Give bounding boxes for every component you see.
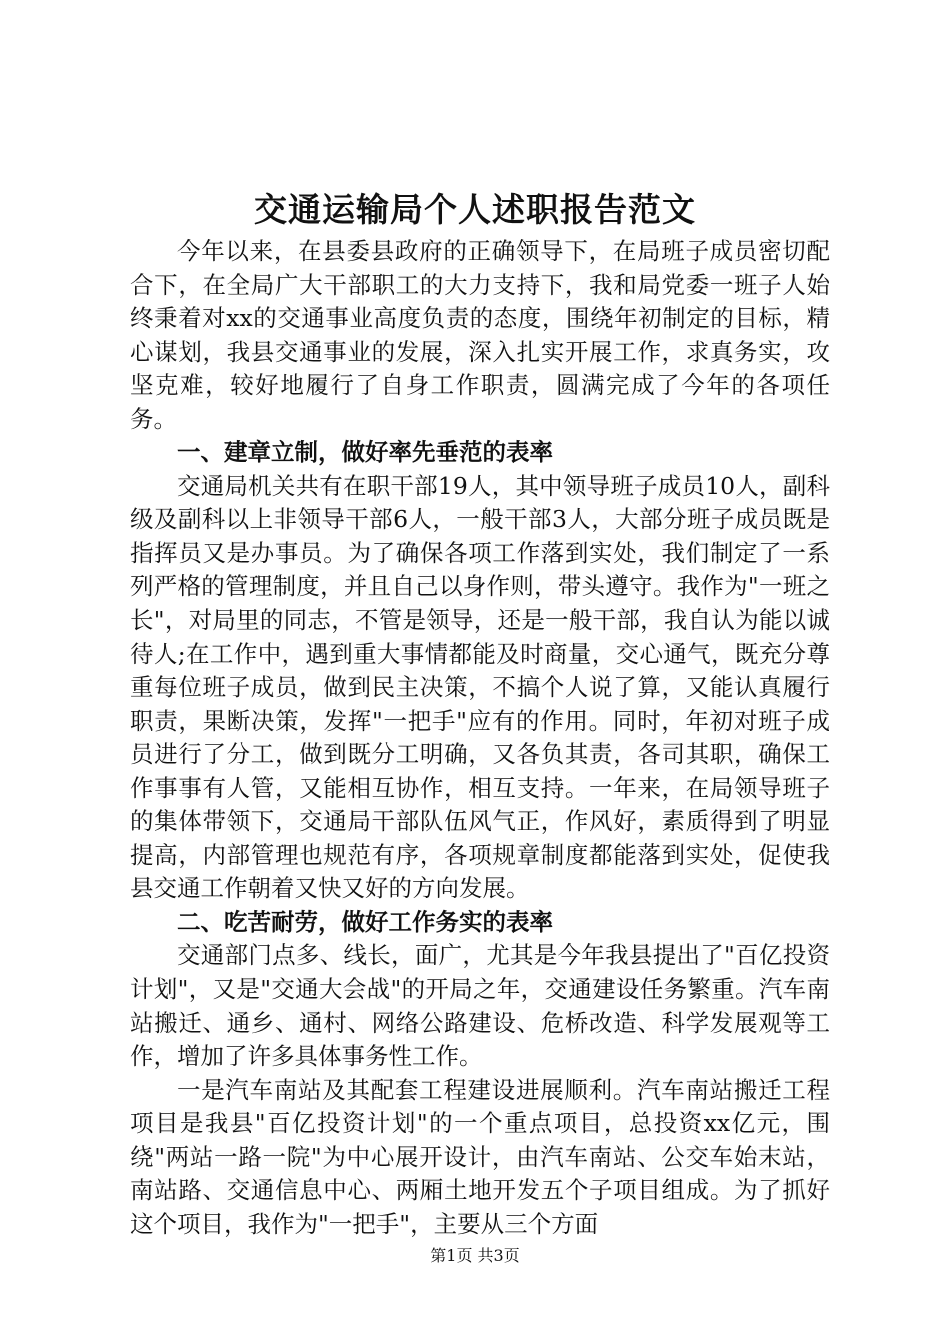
document-title: 交通运输局个人述职报告范文	[254, 190, 696, 229]
paragraph-section-2-item-1: 一是汽车南站及其配套工程建设进展顺利。汽车南站搬迁工程项目是我县"百亿投资计划"的一个重点项目，总投资xx亿元，围绕"两站一路一院"为中心展开设计，由汽车南站、公交车始末站，南站路、交通信息中心、两厢土地开发五个子项目组成。为了抓好这个项目，我作为"一把手"，主要从三个方面	[130, 1075, 830, 1238]
paragraph-section-2: 交通部门点多、线长，面广，尤其是今年我县提出了"百亿投资计划"，又是"交通大会战"的开局之年，交通建设任务繁重。汽车南站搬迁、通乡、通村、网络公路建设、危桥改造、科学发展观等工作，增加了许多具体事务性工作。	[130, 941, 830, 1071]
paragraph-intro: 今年以来，在县委县政府的正确领导下，在局班子成员密切配合下，在全局广大干部职工的大力支持下，我和局党委一班子人始终秉着对xx的交通事业高度负责的态度，围绕年初制定的目标，精心谋划，我县交通事业的发展，深入扎实开展工作，求真务实，攻坚克难，较好地履行了自身工作职责，圆满完成了今年的各项任务。	[130, 237, 830, 433]
section-heading-1: 一、建章立制，做好率先垂范的表率	[177, 438, 553, 467]
section-heading-2: 二、吃苦耐劳，做好工作务实的表率	[177, 907, 553, 936]
document-body	[130, 235, 830, 1241]
page-footer: 第1页 共3页	[430, 1246, 520, 1265]
paragraph-section-1: 交通局机关共有在职干部19人，其中领导班子成员10人，副科级及副科以上非领导干部6人，一般干部3人，大部分班子成员既是指挥员又是办事员。为了确保各项工作落到实处，我们制定了一系列严格的管理制度，并且自己以身作则，带头遵守。我作为"一班之长"，对局里的同志，不管是领导，还是一般干部，我自认为能以诚待人;在工作中，遇到重大事情都能及时商量，交心通气，既充分尊重每位班子成员，做到民主决策，不搞个人说了算，又能认真履行职责，果断决策，发挥"一把手"应有的作用。同时，年初对班子成员进行了分工，做到既分工明确，又各负其责，各司其职，确保工作事事有人管，又能相互协作，相互支持。一年来，在局领导班子的集体带领下，交通局干部队伍风气正，作风好，素质得到了明显提高，内部管理也规范有序，各项规章制度都能落到实处，促使我县交通工作朝着又快又好的方向发展。	[130, 471, 830, 903]
